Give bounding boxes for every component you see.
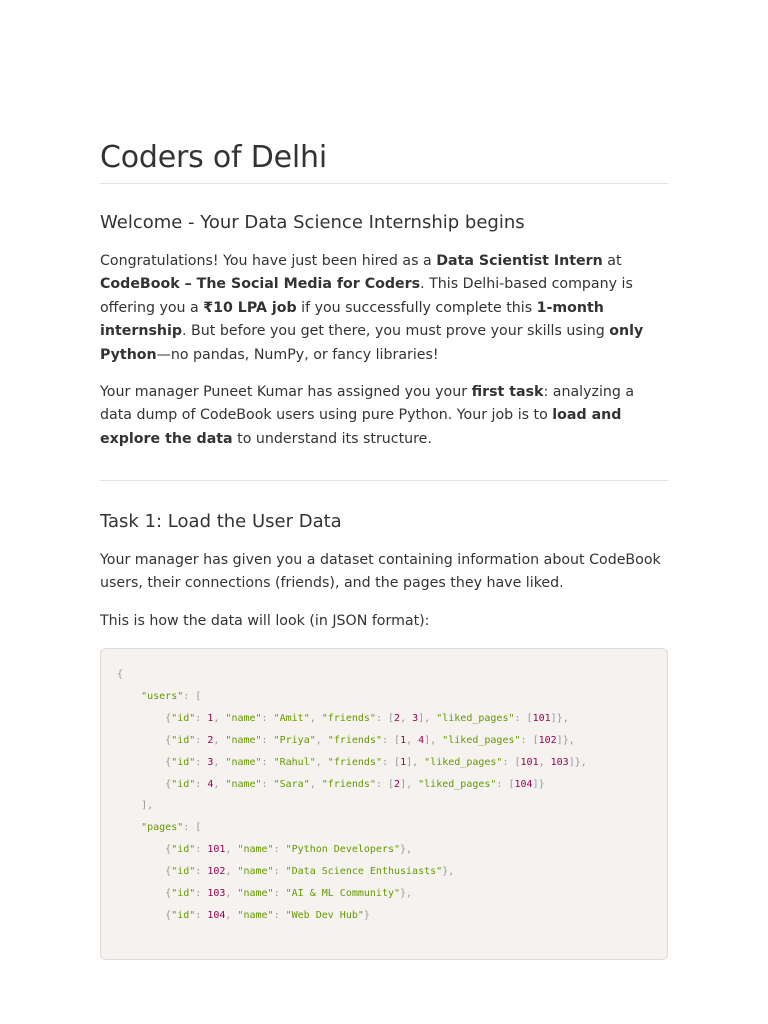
code-token: ,: [400, 712, 413, 724]
code-token: :: [273, 844, 286, 856]
code-string: "Python Developers": [285, 844, 401, 856]
code-number: 102: [207, 866, 226, 878]
code-page-line: [117, 883, 587, 905]
code-token: "friends": [321, 778, 376, 790]
code-token: ,: [213, 756, 226, 768]
code-token: "id": [171, 888, 196, 900]
code-token: {: [165, 778, 172, 790]
code-string: "Data Science Enthusiasts": [285, 866, 443, 878]
code-token: ],: [141, 800, 154, 812]
code-token: [: [388, 712, 395, 724]
code-token: ,: [309, 712, 322, 724]
bold-text: only Python: [100, 323, 644, 363]
code-token: "name": [237, 909, 274, 921]
code-token: ,: [213, 712, 226, 724]
code-token: }: [363, 909, 370, 921]
text-run: . This Delhi-based company is offering you a: [100, 276, 633, 316]
code-token: :: [261, 712, 274, 724]
code-token: "name": [237, 866, 274, 878]
code-token: : [: [183, 690, 202, 702]
code-user-line: [117, 730, 587, 752]
code-token: :: [261, 778, 274, 790]
task1-heading: Task 1: Load the User Data: [100, 511, 342, 532]
code-token: [: [526, 712, 533, 724]
code-token: [117, 866, 165, 877]
code-token: {: [165, 866, 172, 878]
code-token: ]: [556, 734, 563, 746]
bold-text: Data Scientist Intern: [436, 253, 603, 269]
code-token: :: [195, 756, 208, 768]
code-token: {: [165, 734, 172, 746]
code-token: [: [394, 756, 401, 768]
code-token: "name": [225, 756, 262, 768]
code-token: {: [165, 909, 172, 921]
code-page-line: [117, 861, 587, 883]
code-number: 101: [532, 712, 551, 724]
code-string: "Amit": [273, 712, 310, 724]
code-token: [: [532, 734, 539, 746]
code-user-line: [117, 752, 587, 774]
code-token: [117, 888, 165, 899]
code-number: 1: [400, 756, 407, 768]
code-string: "Sara": [273, 778, 310, 790]
code-token: "friends": [321, 712, 376, 724]
code-token: ,: [315, 734, 328, 746]
code-token: ,: [412, 756, 425, 768]
code-pages-open: [117, 817, 587, 839]
code-token: [: [514, 756, 521, 768]
bold-text: 1-month internship: [100, 299, 604, 340]
code-token: },: [556, 712, 569, 724]
title-divider: [100, 183, 668, 184]
code-token: "id": [171, 734, 196, 746]
code-token: [117, 757, 165, 768]
code-user-line: [117, 708, 587, 730]
text-run: to understand its structure.: [232, 430, 432, 447]
code-token: {: [165, 888, 172, 900]
code-token: :: [273, 909, 286, 921]
text-run: —no pandas, NumPy, or fancy libraries!: [156, 346, 439, 363]
code-token: "liked_pages": [436, 712, 515, 724]
page-title: Coders of Delhi: [100, 140, 327, 175]
code-token: :: [195, 888, 208, 900]
code-number: 4: [207, 778, 214, 790]
code-open-brace: [117, 664, 587, 686]
code-page-line: [117, 905, 587, 927]
code-number: 3: [412, 712, 419, 724]
code-token: :: [273, 888, 286, 900]
code-string: "Web Dev Hub": [285, 909, 364, 921]
code-token: :: [514, 712, 527, 724]
code-token: ,: [406, 734, 419, 746]
code-number: 102: [538, 734, 557, 746]
code-token: :: [195, 909, 208, 921]
code-number: 104: [207, 909, 226, 921]
code-token: ,: [213, 734, 226, 746]
code-token: ]: [406, 756, 413, 768]
code-token: ]: [400, 778, 407, 790]
code-number: 103: [207, 888, 226, 900]
code-token: "name": [237, 888, 274, 900]
code-token: :: [502, 756, 515, 768]
code-token: ]: [418, 712, 425, 724]
task1-paragraph-2: This is how the data will look (in JSON format):: [100, 613, 430, 629]
code-token: :: [195, 778, 208, 790]
code-token: [: [508, 778, 515, 790]
code-token: :: [195, 734, 208, 746]
code-token: [: [394, 734, 401, 746]
code-token: [117, 691, 141, 702]
code-token: ,: [225, 844, 238, 856]
code-token: {: [117, 669, 124, 680]
code-number: 4: [418, 734, 425, 746]
code-token: [117, 910, 165, 921]
code-token: :: [375, 778, 388, 790]
code-number: 2: [394, 778, 401, 790]
code-number: 101: [520, 756, 539, 768]
code-token: "id": [171, 756, 196, 768]
code-number: 1: [207, 712, 214, 724]
code-token: "id": [171, 712, 196, 724]
code-key-users: "users": [141, 690, 184, 702]
code-token: ]: [550, 712, 557, 724]
code-number: 1: [400, 734, 407, 746]
code-token: "id": [171, 866, 196, 878]
task1-paragraph-1: Your manager has given you a dataset containing information about CodeBook users, their connections (friends), and the pages they have liked.: [100, 552, 661, 592]
code-token: :: [520, 734, 533, 746]
code-token: [117, 735, 165, 746]
code-token: },: [400, 888, 413, 900]
code-number: 2: [207, 734, 214, 746]
json-code-text: [117, 664, 587, 927]
code-token: ,: [424, 712, 437, 724]
code-users-open: [117, 686, 587, 708]
code-token: : [: [183, 822, 202, 834]
code-token: ,: [225, 888, 238, 900]
text-run: Your manager Puneet Kumar has assigned you your: [100, 384, 472, 400]
welcome-heading: Welcome - Your Data Science Internship begins: [100, 212, 525, 233]
text-run: at: [602, 253, 622, 269]
code-number: 101: [207, 844, 226, 856]
bold-text: load and explore the data: [100, 407, 622, 447]
code-number: 2: [394, 712, 401, 724]
code-token: ,: [430, 734, 443, 746]
code-token: :: [375, 712, 388, 724]
code-users-close: [117, 795, 587, 817]
text-run: Congratulations! You have just been hired as a: [100, 253, 437, 269]
bold-text: CodeBook – The Social Media for Coders: [100, 276, 421, 293]
code-token: },: [574, 756, 587, 768]
code-token: "id": [171, 844, 196, 856]
welcome-paragraph-2: [100, 381, 670, 451]
code-string: "Rahul": [273, 756, 316, 768]
code-token: }: [538, 778, 545, 790]
code-token: "name": [225, 734, 262, 746]
code-number: 103: [550, 756, 569, 768]
code-token: [: [388, 778, 395, 790]
code-token: "friends": [327, 734, 382, 746]
code-token: },: [400, 844, 413, 856]
code-token: "liked_pages": [418, 778, 497, 790]
code-number: 3: [207, 756, 214, 768]
code-token: },: [562, 734, 575, 746]
code-token: :: [195, 712, 208, 724]
text-run: . But before you get there, you must prove your skills using: [182, 323, 610, 340]
code-token: "liked_pages": [442, 734, 521, 746]
code-token: ,: [225, 909, 238, 921]
code-token: ,: [315, 756, 328, 768]
code-token: ]: [568, 756, 575, 768]
section-divider: [100, 480, 668, 481]
json-code-block: [100, 648, 668, 960]
code-token: [117, 800, 141, 811]
code-token: ]: [424, 734, 431, 746]
code-token: :: [195, 844, 208, 856]
code-token: :: [496, 778, 509, 790]
bold-text: ₹10 LPA job: [203, 299, 297, 316]
code-token: [117, 844, 165, 855]
code-token: :: [261, 756, 274, 768]
code-token: ]: [532, 778, 539, 790]
code-token: "id": [171, 778, 196, 790]
code-token: :: [381, 734, 395, 746]
code-token: :: [261, 734, 274, 746]
code-token: :: [381, 756, 395, 768]
code-token: "liked_pages": [424, 756, 503, 768]
text-run: if you successfully complete this: [296, 299, 537, 316]
code-token: ,: [538, 756, 551, 768]
code-token: [117, 779, 165, 790]
code-token: "id": [171, 909, 196, 921]
code-token: "name": [225, 778, 262, 790]
code-token: :: [273, 866, 286, 878]
code-user-line: [117, 774, 587, 796]
code-number: 104: [514, 778, 533, 790]
text-run: : analyzing a data dump of CodeBook users using pure Python. Your job is to: [100, 384, 635, 424]
code-token: ,: [406, 778, 419, 790]
code-token: {: [165, 756, 172, 768]
code-token: },: [442, 866, 455, 878]
bold-text: first task: [471, 384, 544, 400]
code-string: "Priya": [273, 734, 316, 746]
code-token: ,: [213, 778, 226, 790]
code-token: {: [165, 712, 172, 724]
code-page-line: [117, 839, 587, 861]
welcome-paragraph-1: [100, 250, 670, 367]
code-token: "name": [225, 712, 262, 724]
code-token: [117, 822, 141, 833]
code-token: "name": [237, 844, 274, 856]
code-token: :: [195, 866, 208, 878]
code-key-pages: "pages": [141, 822, 184, 834]
code-token: {: [165, 844, 172, 856]
code-token: ,: [309, 778, 322, 790]
code-token: ,: [225, 866, 238, 878]
code-string: "AI & ML Community": [285, 888, 401, 900]
code-token: "friends": [327, 756, 382, 768]
code-token: [117, 713, 165, 724]
